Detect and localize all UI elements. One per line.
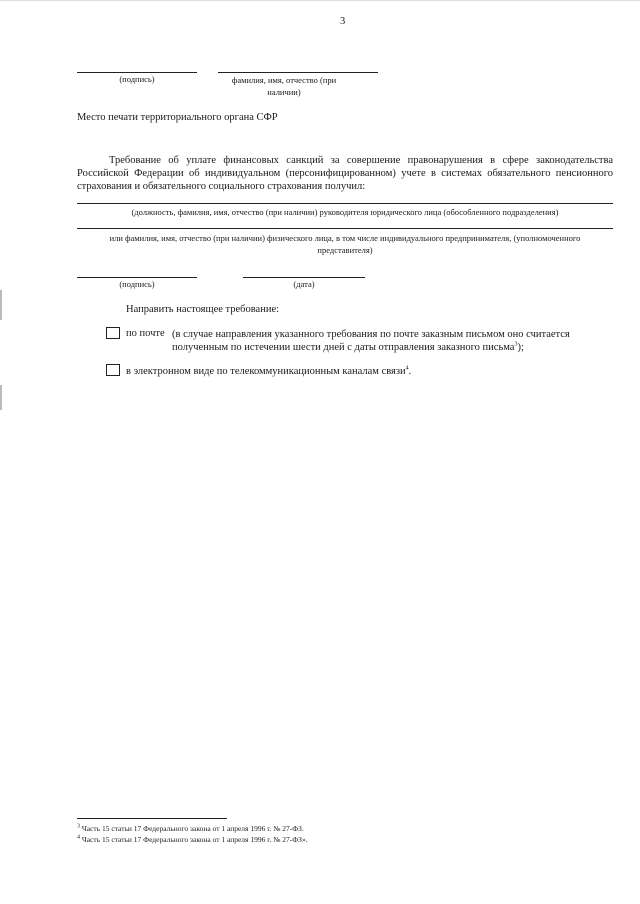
scan-edge-mark <box>0 290 2 320</box>
footnote-3-num: 3 <box>77 823 80 830</box>
by-mail-checkbox[interactable] <box>106 327 120 339</box>
electronic-checkbox[interactable] <box>106 364 120 376</box>
footnote-3-text: Часть 15 статьи 17 Федерального закона от 1 апреля 1996 г. № 27-ФЗ. <box>81 824 304 833</box>
stamp-place: Место печати территориального органа СФР <box>77 112 278 123</box>
footnote-ref-3: 3 <box>514 341 518 348</box>
signature-line <box>77 72 197 73</box>
page-number: 3 <box>340 16 346 27</box>
footnote-separator <box>77 818 227 819</box>
demand-text-content: Требование об уплате финансовых санкций за совершение правонарушения в сфере законодательства Российской Федерации об индивидуальном (персонифицированном) учете в системах обязательного пенсионного страхования и обязательного социального страхования получил: <box>77 155 613 192</box>
footnote-4-text: Часть 15 статьи 17 Федерального закона от 1 апреля 1996 г. № 27-ФЗ». <box>81 835 308 844</box>
by-mail-tail: ); <box>517 342 524 353</box>
electronic-text <box>126 366 411 377</box>
footnote-4 <box>77 835 308 844</box>
electronic-text-content: в электронном виде по телекоммуникационным каналам связи <box>126 366 406 377</box>
send-heading: Направить настоящее требование: <box>126 304 280 315</box>
fio-caption: фамилия, имя, отчество (при наличии) <box>231 75 337 97</box>
recipient-line-2 <box>77 228 613 229</box>
scan-edge-mark <box>0 385 2 410</box>
date-line <box>243 277 365 278</box>
recipient-line-2-caption: или фамилия, имя, отчество (при наличии) физического лица, в том числе индивидуального предпринимателя, (уполномоченного представителя) <box>109 233 581 255</box>
recipient-line-1 <box>77 203 613 204</box>
demand-text <box>77 154 613 193</box>
date-caption: (дата) <box>293 279 315 289</box>
by-mail-text-content: (в случае направления указанного требования по почте заказным письмом оно считается полученным по истечении шести дней с даты отправления заказного письма <box>172 329 570 353</box>
footnote-3 <box>77 824 304 833</box>
footnote-ref-4: 4 <box>405 365 409 372</box>
footnote-4-num: 4 <box>77 834 80 841</box>
sign-caption: (подпись) <box>119 279 155 289</box>
sign-line <box>77 277 197 278</box>
signature-caption: (подпись) <box>119 74 155 84</box>
electronic-tail: . <box>408 366 412 377</box>
recipient-line-1-caption: (должность, фамилия, имя, отчество (при наличии) руководителя юридического лица (обособленного подразделения) <box>131 207 559 217</box>
fio-line <box>218 72 378 73</box>
scan-edge-mark <box>0 0 640 1</box>
by-mail-label: по почте <box>126 328 165 339</box>
by-mail-text <box>172 328 592 354</box>
